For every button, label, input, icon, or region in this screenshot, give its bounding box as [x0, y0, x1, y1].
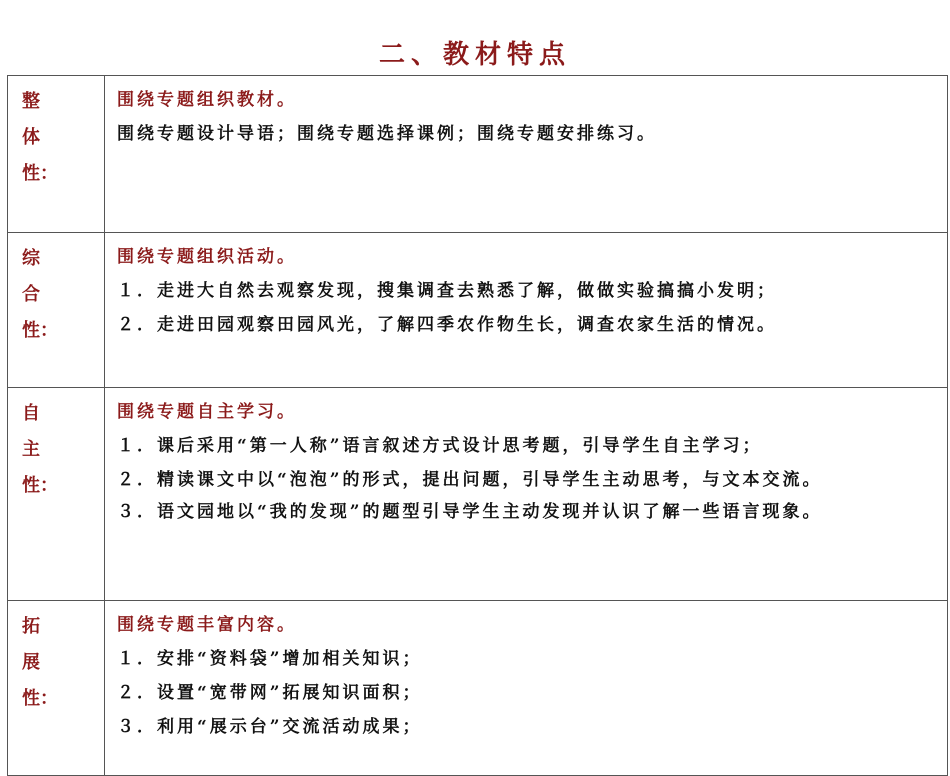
row-content-cell: [105, 601, 948, 776]
row-label-char: 整: [22, 91, 40, 112]
row-label-char: 综: [22, 248, 40, 269]
row-item: ２．走进田园观察田园风光，了解四季农作物生长，调查农家生活的情况。: [117, 315, 777, 335]
row-label-cell: [8, 388, 105, 601]
row-label-char: 性：: [22, 320, 58, 341]
row-item: 围绕专题设计导语；围绕专题选择课例；围绕专题安排练习。: [117, 124, 657, 144]
features-table: [7, 75, 948, 776]
row-item: １．安排“资料袋”增加相关知识；: [117, 649, 423, 669]
row-label-char: 性：: [22, 163, 58, 184]
row-label-char: 合: [22, 284, 40, 305]
table-row: [8, 76, 948, 233]
table-row: [8, 601, 948, 776]
row-label-char: 体: [22, 127, 40, 148]
row-label-cell: [8, 76, 105, 233]
row-content-cell: [105, 388, 948, 601]
row-label-char: 展: [22, 652, 40, 673]
table-row: [8, 388, 948, 601]
table-row: [8, 233, 948, 388]
row-content-cell: [105, 233, 948, 388]
row-heading: 围绕专题丰富内容。: [117, 615, 297, 635]
row-heading: 围绕专题组织教材。: [117, 90, 297, 110]
row-item: ３．利用“展示台”交流活动成果；: [117, 717, 423, 737]
row-content-cell: [105, 76, 948, 233]
row-item: ３．语文园地以“我的发现”的题型引导学生主动发现并认识了解一些语言现象。: [117, 502, 823, 522]
row-heading: 围绕专题自主学习。: [117, 402, 297, 422]
row-item: １．课后采用“第一人称”语言叙述方式设计思考题，引导学生自主学习；: [117, 436, 763, 456]
row-label-cell: [8, 233, 105, 388]
row-label-char: 主: [22, 439, 40, 460]
row-item: ２．设置“宽带网”拓展知识面积；: [117, 683, 423, 703]
row-item: ２．精读课文中以“泡泡”的形式，提出问题，引导学生主动思考，与文本交流。: [117, 470, 823, 490]
row-label-char: 自: [22, 403, 40, 424]
row-label-char: 拓: [22, 616, 40, 637]
page-title: 二、教材特点: [378, 40, 571, 70]
row-label-char: 性：: [22, 475, 58, 496]
row-label-cell: [8, 601, 105, 776]
row-item: １．走进大自然去观察发现，搜集调查去熟悉了解，做做实验搞搞小发明；: [117, 281, 777, 301]
row-label-char: 性：: [22, 688, 58, 709]
row-heading: 围绕专题组织活动。: [117, 247, 297, 267]
